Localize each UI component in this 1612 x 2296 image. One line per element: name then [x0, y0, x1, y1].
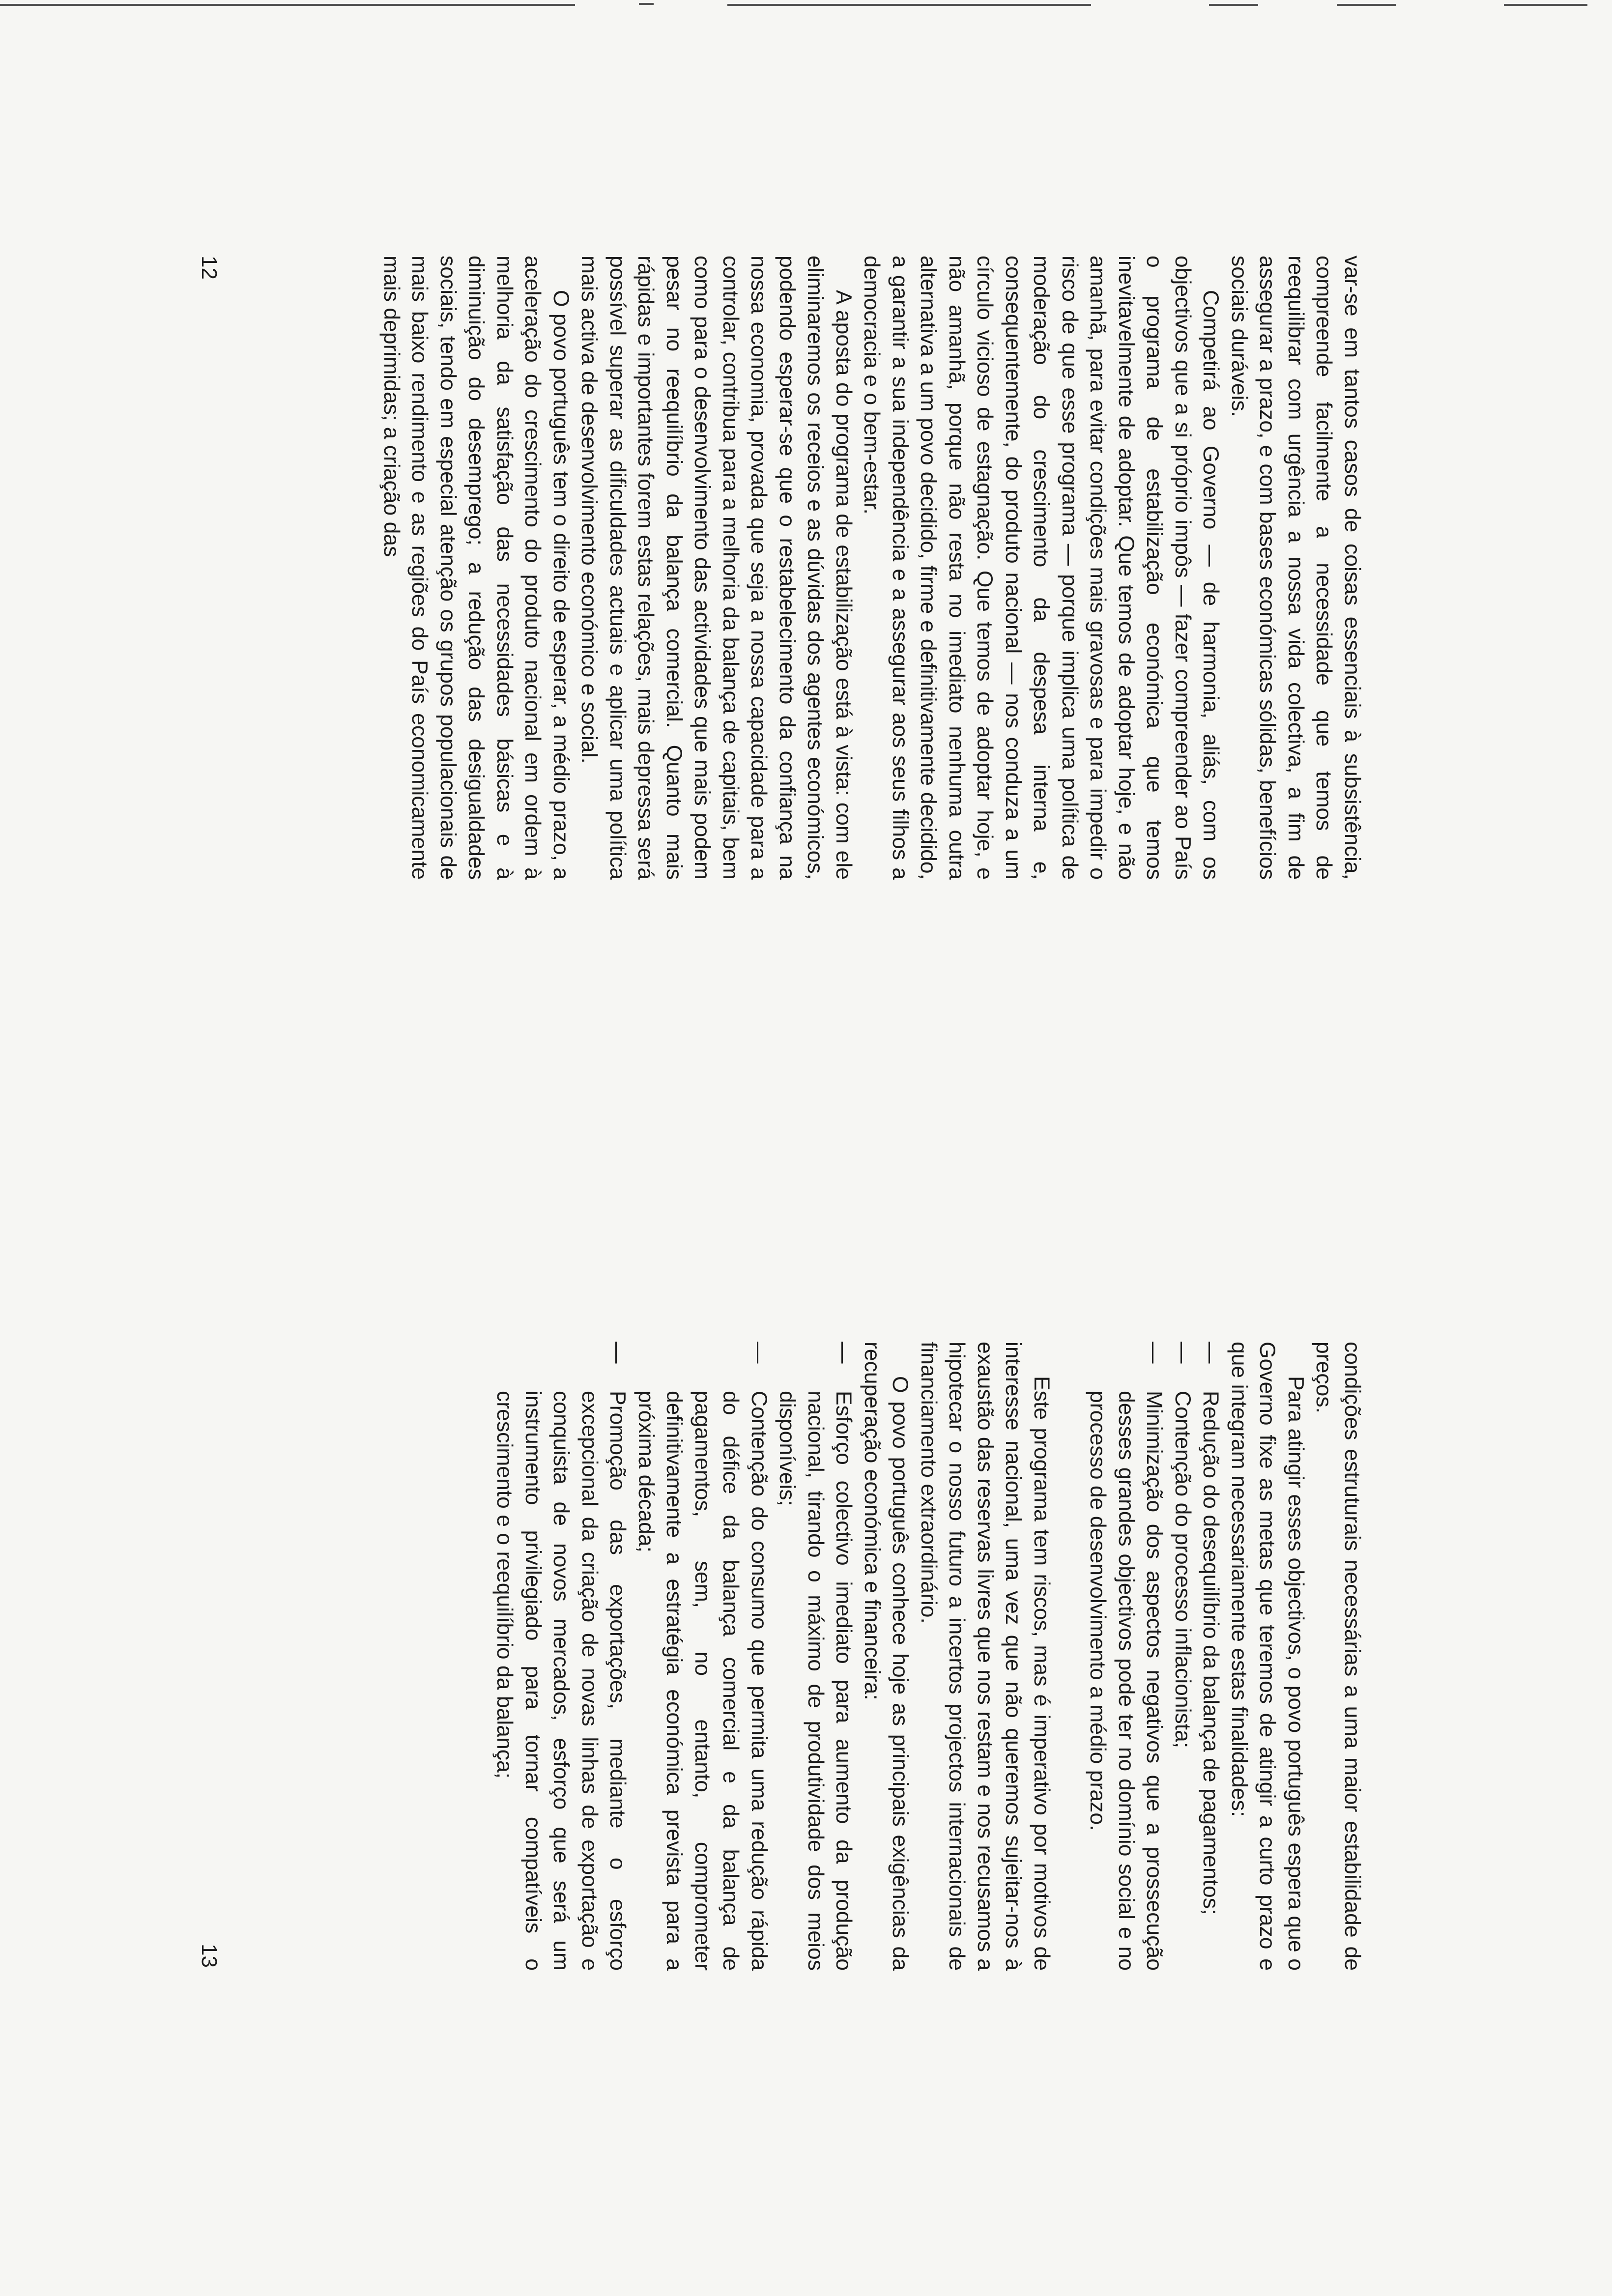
paragraph: O povo português tem o direito de esperar, a médio prazo, a aceleração do crescimento do produto nacional em ordem à melhoria da satisfação das necessidades básicas e à diminuição do desemprego; a redução das desigualdades sociais, tendo em especial atenção os grupos populacionais de mais baixo rendimento e as regiões do País economicamente mais deprimidas; a criação das: [379, 256, 573, 880]
paragraph: condições estruturais necessárias a uma maior estabilidade de preços.: [1312, 1342, 1364, 1971]
goals-list: [1084, 1342, 1225, 1971]
paragraph: O povo português conhece hoje as principais exigências da recuperação económica e financeira:: [860, 1342, 913, 1971]
paragraph: A aposta do programa de estabilização está à vista: com ele eliminaremos os receios e as dúvidas dos agentes económicos, podendo esperar-se que o restabelecimento da confiança na nossa economia, provada que seja a nossa capacidade para a controlar, contribua para a melhoria da balança de capitais, bem como para o desenvolvimento das actividades que mais podem pesar no reequilíbrio da balança comercial. Quanto mais rápidas e importantes forem estas relações, mais depressa será possível superar as dificuldades actuais e aplicar uma política mais activa de desenvolvimento económico e social.: [577, 256, 856, 880]
list-item: — Promoção das exportações, mediante o esforço excepcional da criação de novas linhas de exportação e conquista de novos mercados, esforço que será um instrumento privilegiado para tornar compatíveis o crescimento e o reequilíbrio da balança;: [490, 1391, 632, 1971]
page-number: 12: [197, 256, 221, 280]
list-item: — Minimização dos aspectos negativos que a prossecução desses grandes objectivos pode ter no domínio social e no processo de desenvolvimento a médio prazo.: [1084, 1391, 1169, 1971]
paragraph: Para atingir esses objectivos, o povo português espera que o Governo fixe as metas que teremos de atingir a curto prazo e que integram necessariamente estas finalidades:: [1227, 1342, 1308, 1971]
paragraph: var-se em tantos casos de coisas essenciais à subsistência, compreende facilmente a necessidade que temos de reequilibrar com urgência a nossa vida colectiva, a fim de assegurar a prazo, e com bases económicas sólidas, benefícios sociais duráveis.: [1227, 256, 1364, 880]
page-number: 13: [197, 1944, 221, 1968]
paragraph: Este programa tem riscos, mas é imperativo por motivos de interesse nacional, uma vez que não queremos sujeitar-nos à exaustão das reservas livres que nos restam e nos recusamos a hipotecar o nosso futuro a incertos projectos internacionais de financiamento extraordinário.: [917, 1342, 1054, 1971]
requirements-list: [490, 1342, 858, 1971]
list-item: — Esforço colectivo imediato para aumento da produção nacional, tirando o máximo de produtividade dos meios disponíveis;: [773, 1391, 858, 1971]
list-item: — Redução do desequilíbrio da balança de pagamentos;: [1197, 1391, 1225, 1971]
list-item: — Contenção do consumo que permita uma redução rápida do défice da balança comercial e da balança de pagamentos, sem, no entanto, comprometer definitivamente a estratégia económica prevista para a próxima década;: [632, 1391, 774, 1971]
paragraph: Competirá ao Governo — de harmonia, aliás, com os objectivos que a si próprio impôs — fazer compreender ao País o programa de estabilização económica que temos inevitavelmente de adoptar. Que temos de adoptar hoje, e não amanhã, para evitar condições mais gravosas e para impedir o risco de que esse programa — porque implica uma política de moderação do crescimento da despesa interna e, consequentemente, do produto nacional — nos conduza a um círculo vicioso de estagnação. Que temos de adoptar hoje, e não amanhã, porque não resta no imediato nenhuma outra alternativa a um povo decidido, firme e definitivamente decidido, a garantir a sua independência e a assegurar aos seus filhos a democracia e o bem-estar.: [860, 256, 1223, 880]
right-page-text: [490, 1342, 1366, 1971]
left-page-text: [377, 256, 1367, 880]
list-item: — Contenção do processo inflacionista;: [1169, 1391, 1197, 1971]
